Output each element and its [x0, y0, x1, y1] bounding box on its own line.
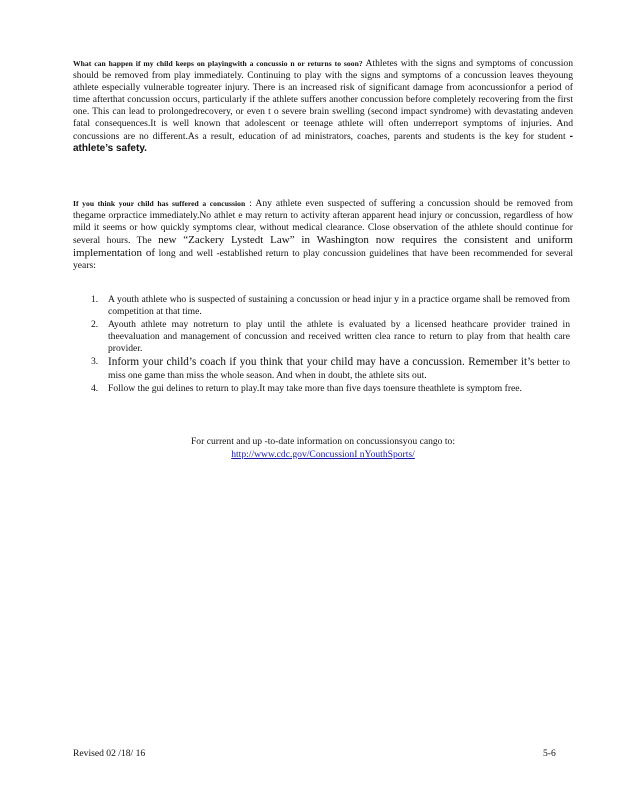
list-item-number: 2. [91, 319, 99, 331]
list-item-number: 3. [91, 356, 99, 368]
section-what-can-happen-body: Athletes with the signs and symptoms of concussion should be removed from play immediately. Continuing to play with the signs and symptoms of a concussion leaves theyoung athlete especially vulnerable togreater injury. There is an increased risk of significant damage from aconcussionfor a period of time afterthat concussion occurs, particularly if the athlete suffers another concussion before completely recovering from the first one. This can lead to prolongedrecovery, or even t o severe brain swelling (second impact syndrome) with devastating andeven fatal consequences.It is well known that adolescent or teenage athlete will often underreport symptoms of injuries. And concussions are no different.As a result, education of ad ministrators, coaches, parents and students is the key for student [73, 58, 573, 142]
section-if-you-think-body-end: long and well -established return to play concussion guidelines that have been recommended for several years: [73, 248, 574, 272]
resources-text: For current and up -to-date information on concussionsyou cango to: [190, 436, 456, 447]
list-item-text: better to miss one game than miss the whole season. And when in doubt, the athlete sits out. [108, 357, 571, 381]
section-if-you-think-paragraph [73, 198, 573, 273]
list-item-number: 4. [91, 382, 99, 394]
section-if-you-think [73, 198, 573, 273]
list-item-text: A youth athlete who is suspected of sustaining a concussion or head injur y in a practice orgame shall be removed from competition at that time. [108, 294, 570, 318]
section-if-you-think-body: : Any athlete even suspected of suffering a concussion should be removed from thegame orpractice immediately.No athlet e may return to activity afteran apparent head injury or concussion, regardless of how mild it seems or how quickly symptoms clear, without medical clearance. Close observation of the athlete should continue for several hours. The [73, 198, 573, 247]
page-number: 5-6 [543, 748, 556, 759]
section-what-can-happen [73, 58, 573, 155]
list-item-number: 1. [91, 294, 99, 305]
list-item-text: Ayouth athlete may notreturn to play until the athlete is evaluated by a licensed heathcare provider trained in theevaluation and management of concussion and received written clea rance to return to play from that health care provider. [108, 319, 570, 355]
list-item [91, 319, 570, 355]
list-item [91, 294, 570, 318]
revised-date: Revised 02 /18/ 16 [73, 748, 146, 759]
section-heading-what-can-happen: What can happen if my child keeps on playingwith a concussio n or returns to soon? [73, 59, 363, 68]
resources-block [73, 436, 573, 461]
return-to-play-list [91, 294, 571, 396]
list-item-emphasis-text: Inform your child’s coach if you think that your child may have a concussion. Remember it’s [108, 356, 535, 369]
section-heading-if-you-think: If you think your child has suffered a concussion [73, 199, 246, 208]
cdc-concussion-link[interactable]: http://www.cdc.gov/ConcussionI nYouthSports/ [231, 448, 415, 460]
section-what-can-happen-body-tail: -athlete’s safety. [73, 130, 573, 154]
section-what-can-happen-paragraph [73, 58, 573, 155]
list-item [91, 356, 571, 381]
lystedt-law-text: new “Zackery Lystedt Law” in Washington now requires the consistent and uniform implementation of [73, 234, 573, 260]
list-item [91, 382, 570, 395]
list-item-text: Follow the gui delines to return to play.It may take more than five days toensure theathlete is symptom free. [108, 382, 522, 394]
